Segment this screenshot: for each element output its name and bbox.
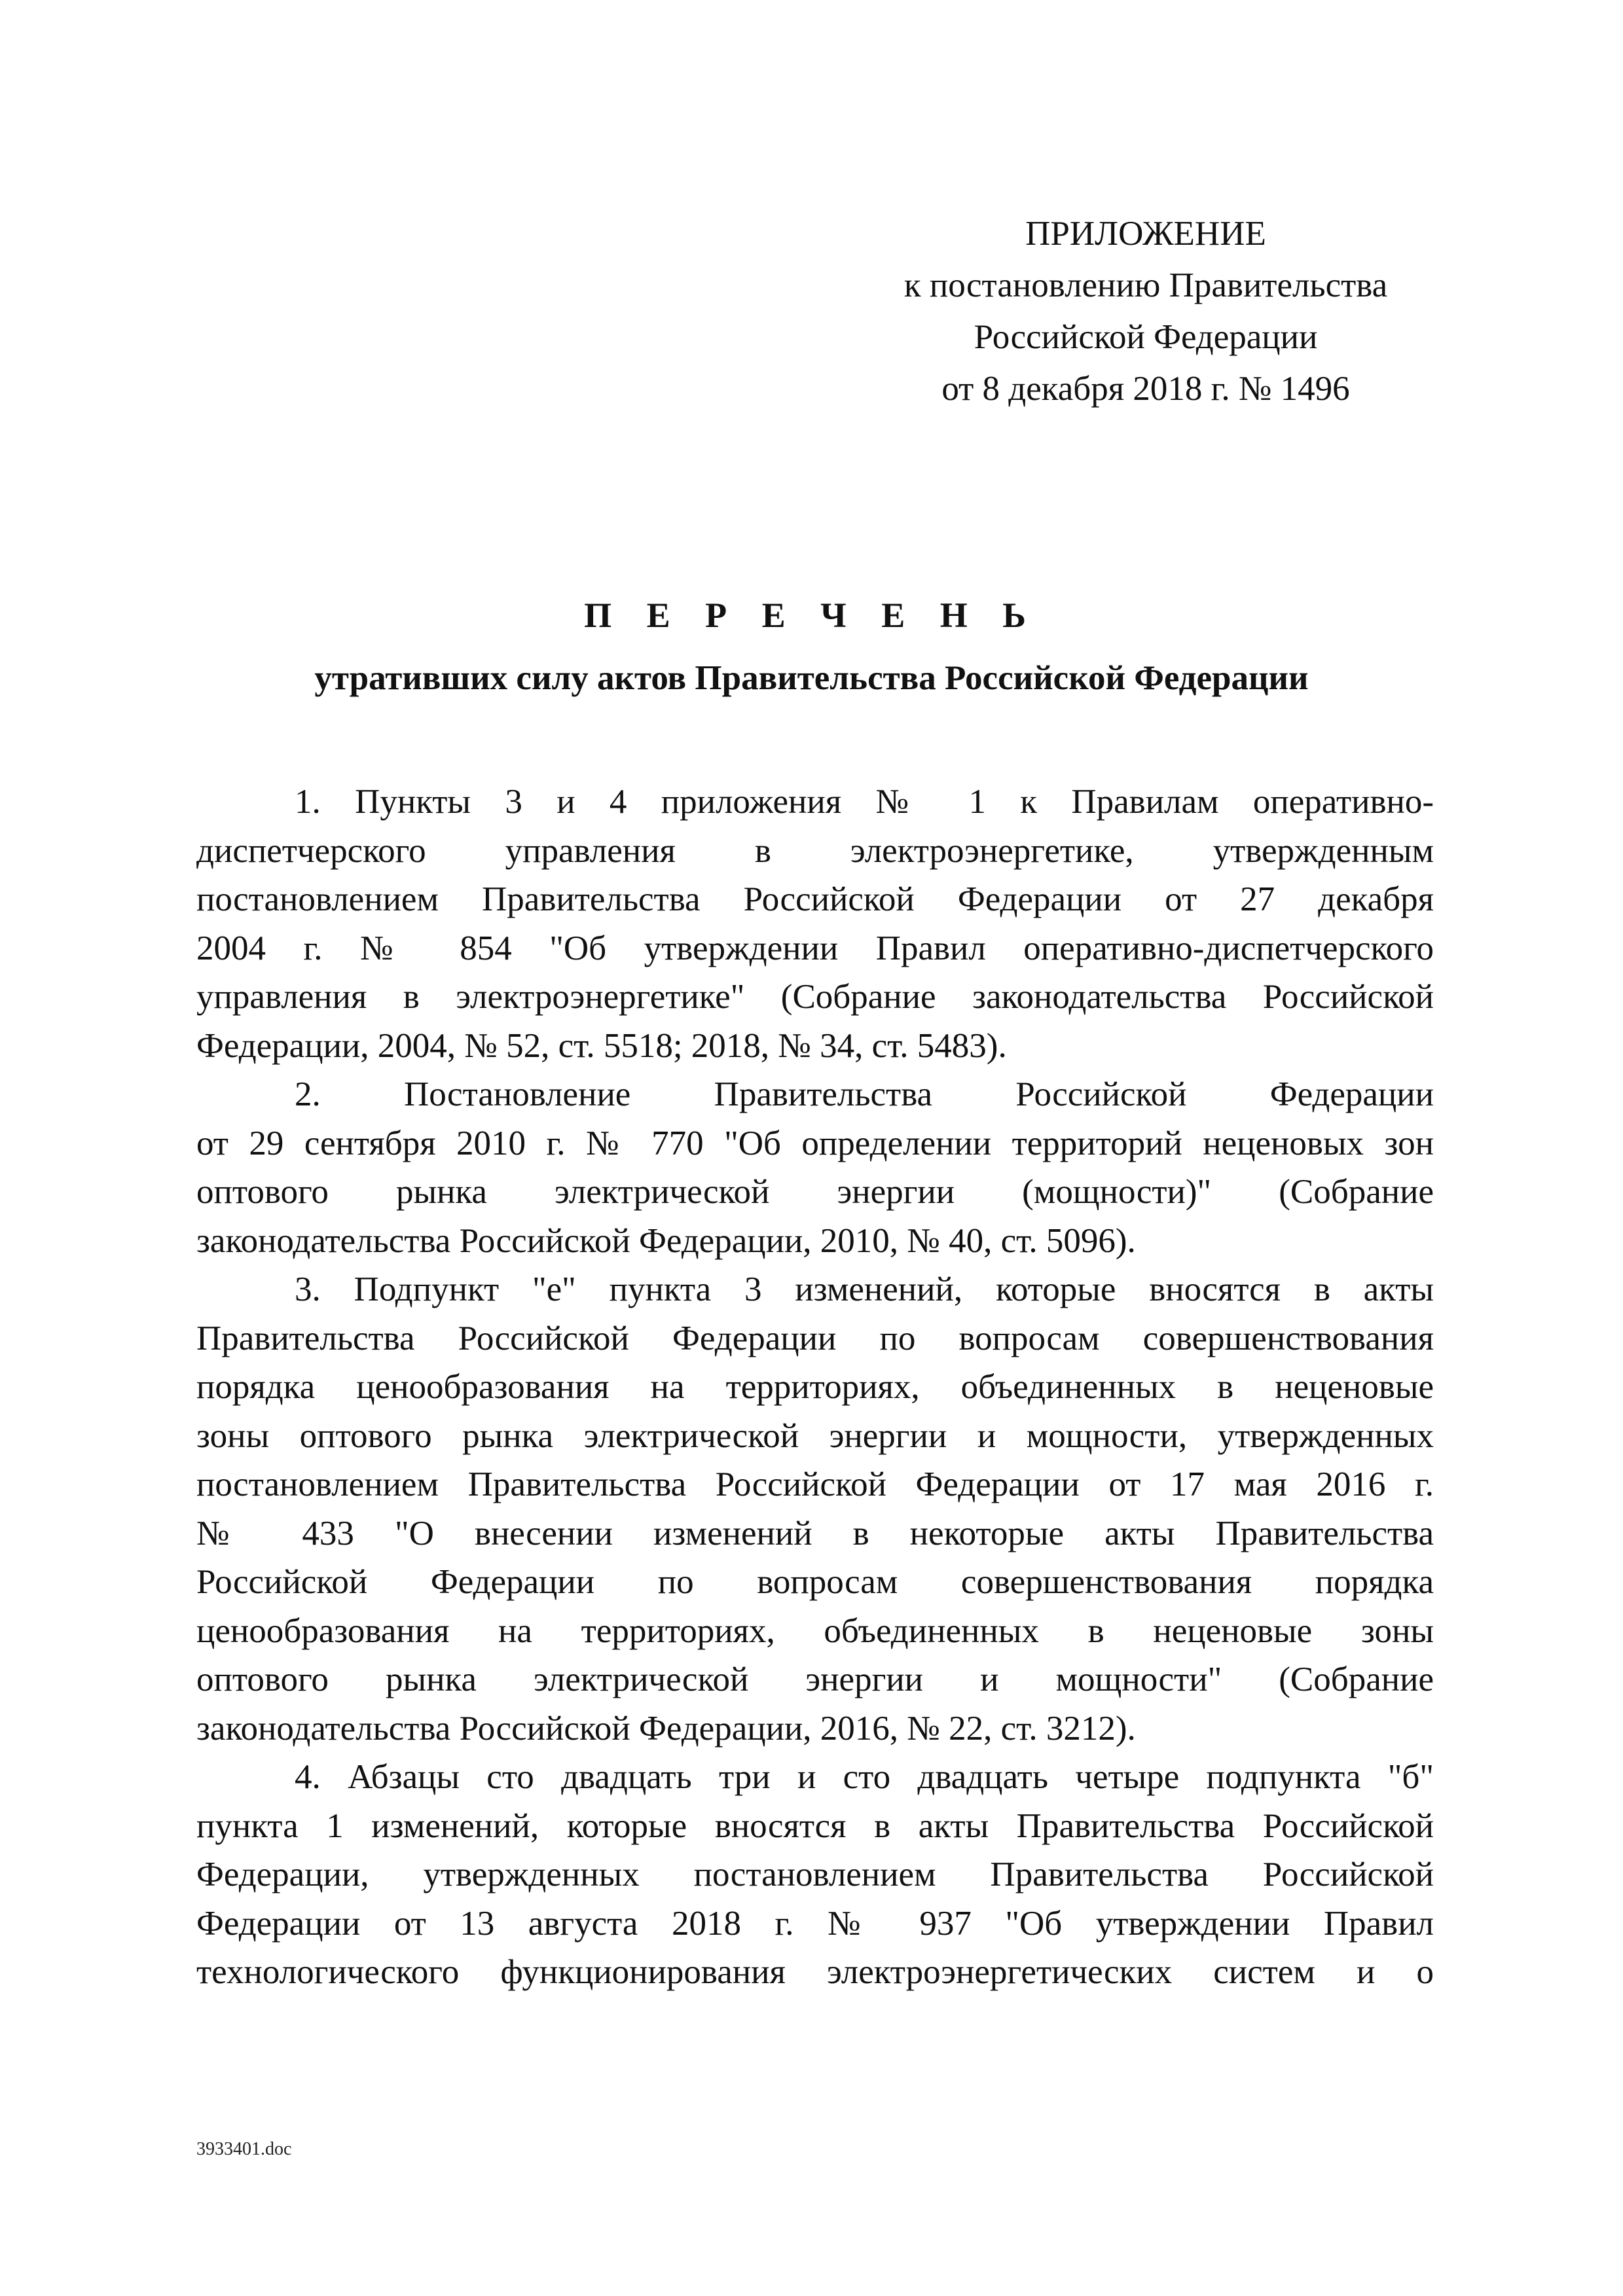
paragraph-line: 2004 г. № 854 "Об утверждении Правил оперативно-диспетчерского bbox=[196, 929, 1434, 967]
paragraph-line: от 29 сентября 2010 г. № 770 "Об определении территорий неценовых зон bbox=[196, 1124, 1434, 1162]
paragraph-line: порядка ценообразования на территориях, объединенных в неценовые bbox=[196, 1368, 1434, 1406]
paragraph-line: 4. Абзацы сто двадцать три и сто двадцать четыре подпункта "б" bbox=[295, 1758, 1434, 1796]
paragraph-line: № 433 "О внесении изменений в некоторые акты Правительства bbox=[196, 1514, 1434, 1552]
footer-file-code: 3933401.doc bbox=[196, 2139, 292, 2159]
paragraph-line: Российской Федерации по вопросам совершенствования порядка bbox=[196, 1563, 1434, 1601]
approval-stamp-block bbox=[845, 208, 1447, 415]
document-body bbox=[196, 778, 1434, 1997]
appendix-date-number: от 8 декабря 2018 г. № 1496 bbox=[941, 370, 1350, 408]
appendix-reference-line-2: Российской Федерации bbox=[974, 318, 1318, 356]
paragraph-line: оптового рынка электрической энергии (мощности)" (Собрание bbox=[196, 1173, 1434, 1211]
document-title: П Е Р Е Ч Е Н Ь bbox=[584, 596, 1039, 635]
paragraph-2 bbox=[196, 1070, 1434, 1265]
paragraph-4 bbox=[196, 1753, 1434, 1997]
paragraph-line: Федерации, утвержденных постановлением Правительства Российской bbox=[196, 1856, 1434, 1893]
paragraph-line: управления в электроэнергетике" (Собрание законодательства Российской bbox=[196, 978, 1434, 1016]
paragraph-line: 3. Подпункт "е" пункта 3 изменений, которые вносятся в акты bbox=[295, 1270, 1434, 1308]
paragraph-line: ценообразования на территориях, объединенных в неценовые зоны bbox=[196, 1611, 1434, 1650]
paragraph-line: технологического функционирования электроэнергетических систем и о bbox=[196, 1953, 1434, 1991]
paragraph-line: зоны оптового рынка электрической энергии и мощности, утвержденных bbox=[196, 1416, 1434, 1455]
paragraph-line: Федерации, 2004, № 52, ст. 5518; 2018, № 34, ст. 5483). bbox=[196, 1026, 1007, 1065]
paragraph-line: 2. Постановление Правительства Российской Федерации bbox=[295, 1075, 1434, 1113]
paragraph-line: пункта 1 изменений, которые вносятся в акты Правительства Российской bbox=[196, 1806, 1434, 1845]
paragraph-line: Федерации от 13 августа 2018 г. № 937 "Об утверждении Правил bbox=[196, 1904, 1434, 1943]
paragraph-line: диспетчерского управления в электроэнергетике, утвержденным bbox=[196, 831, 1434, 870]
paragraph-line: постановлением Правительства Российской Федерации от 17 мая 2016 г. bbox=[196, 1465, 1434, 1503]
paragraph-line: Правительства Российской Федерации по вопросам совершенствования bbox=[196, 1319, 1434, 1357]
paragraph-line: оптового рынка электрической энергии и мощности" (Собрание bbox=[196, 1660, 1434, 1698]
document-subtitle: утративших силу актов Правительства Российской Федерации bbox=[314, 659, 1309, 697]
paragraph-1 bbox=[196, 778, 1434, 1070]
paragraph-line: законодательства Российской Федерации, 2010, № 40, ст. 5096). bbox=[196, 1221, 1136, 1260]
appendix-heading: ПРИЛОЖЕНИЕ bbox=[1025, 215, 1266, 253]
appendix-reference-line-1: к постановлению Правительства bbox=[903, 266, 1388, 304]
paragraph-line: постановлением Правительства Российской Федерации от 27 декабря bbox=[196, 880, 1434, 918]
paragraph-line: законодательства Российской Федерации, 2016, № 22, ст. 3212). bbox=[196, 1709, 1136, 1748]
paragraph-3 bbox=[196, 1265, 1434, 1753]
paragraph-line: 1. Пункты 3 и 4 приложения № 1 к Правилам оперативно- bbox=[295, 783, 1434, 821]
